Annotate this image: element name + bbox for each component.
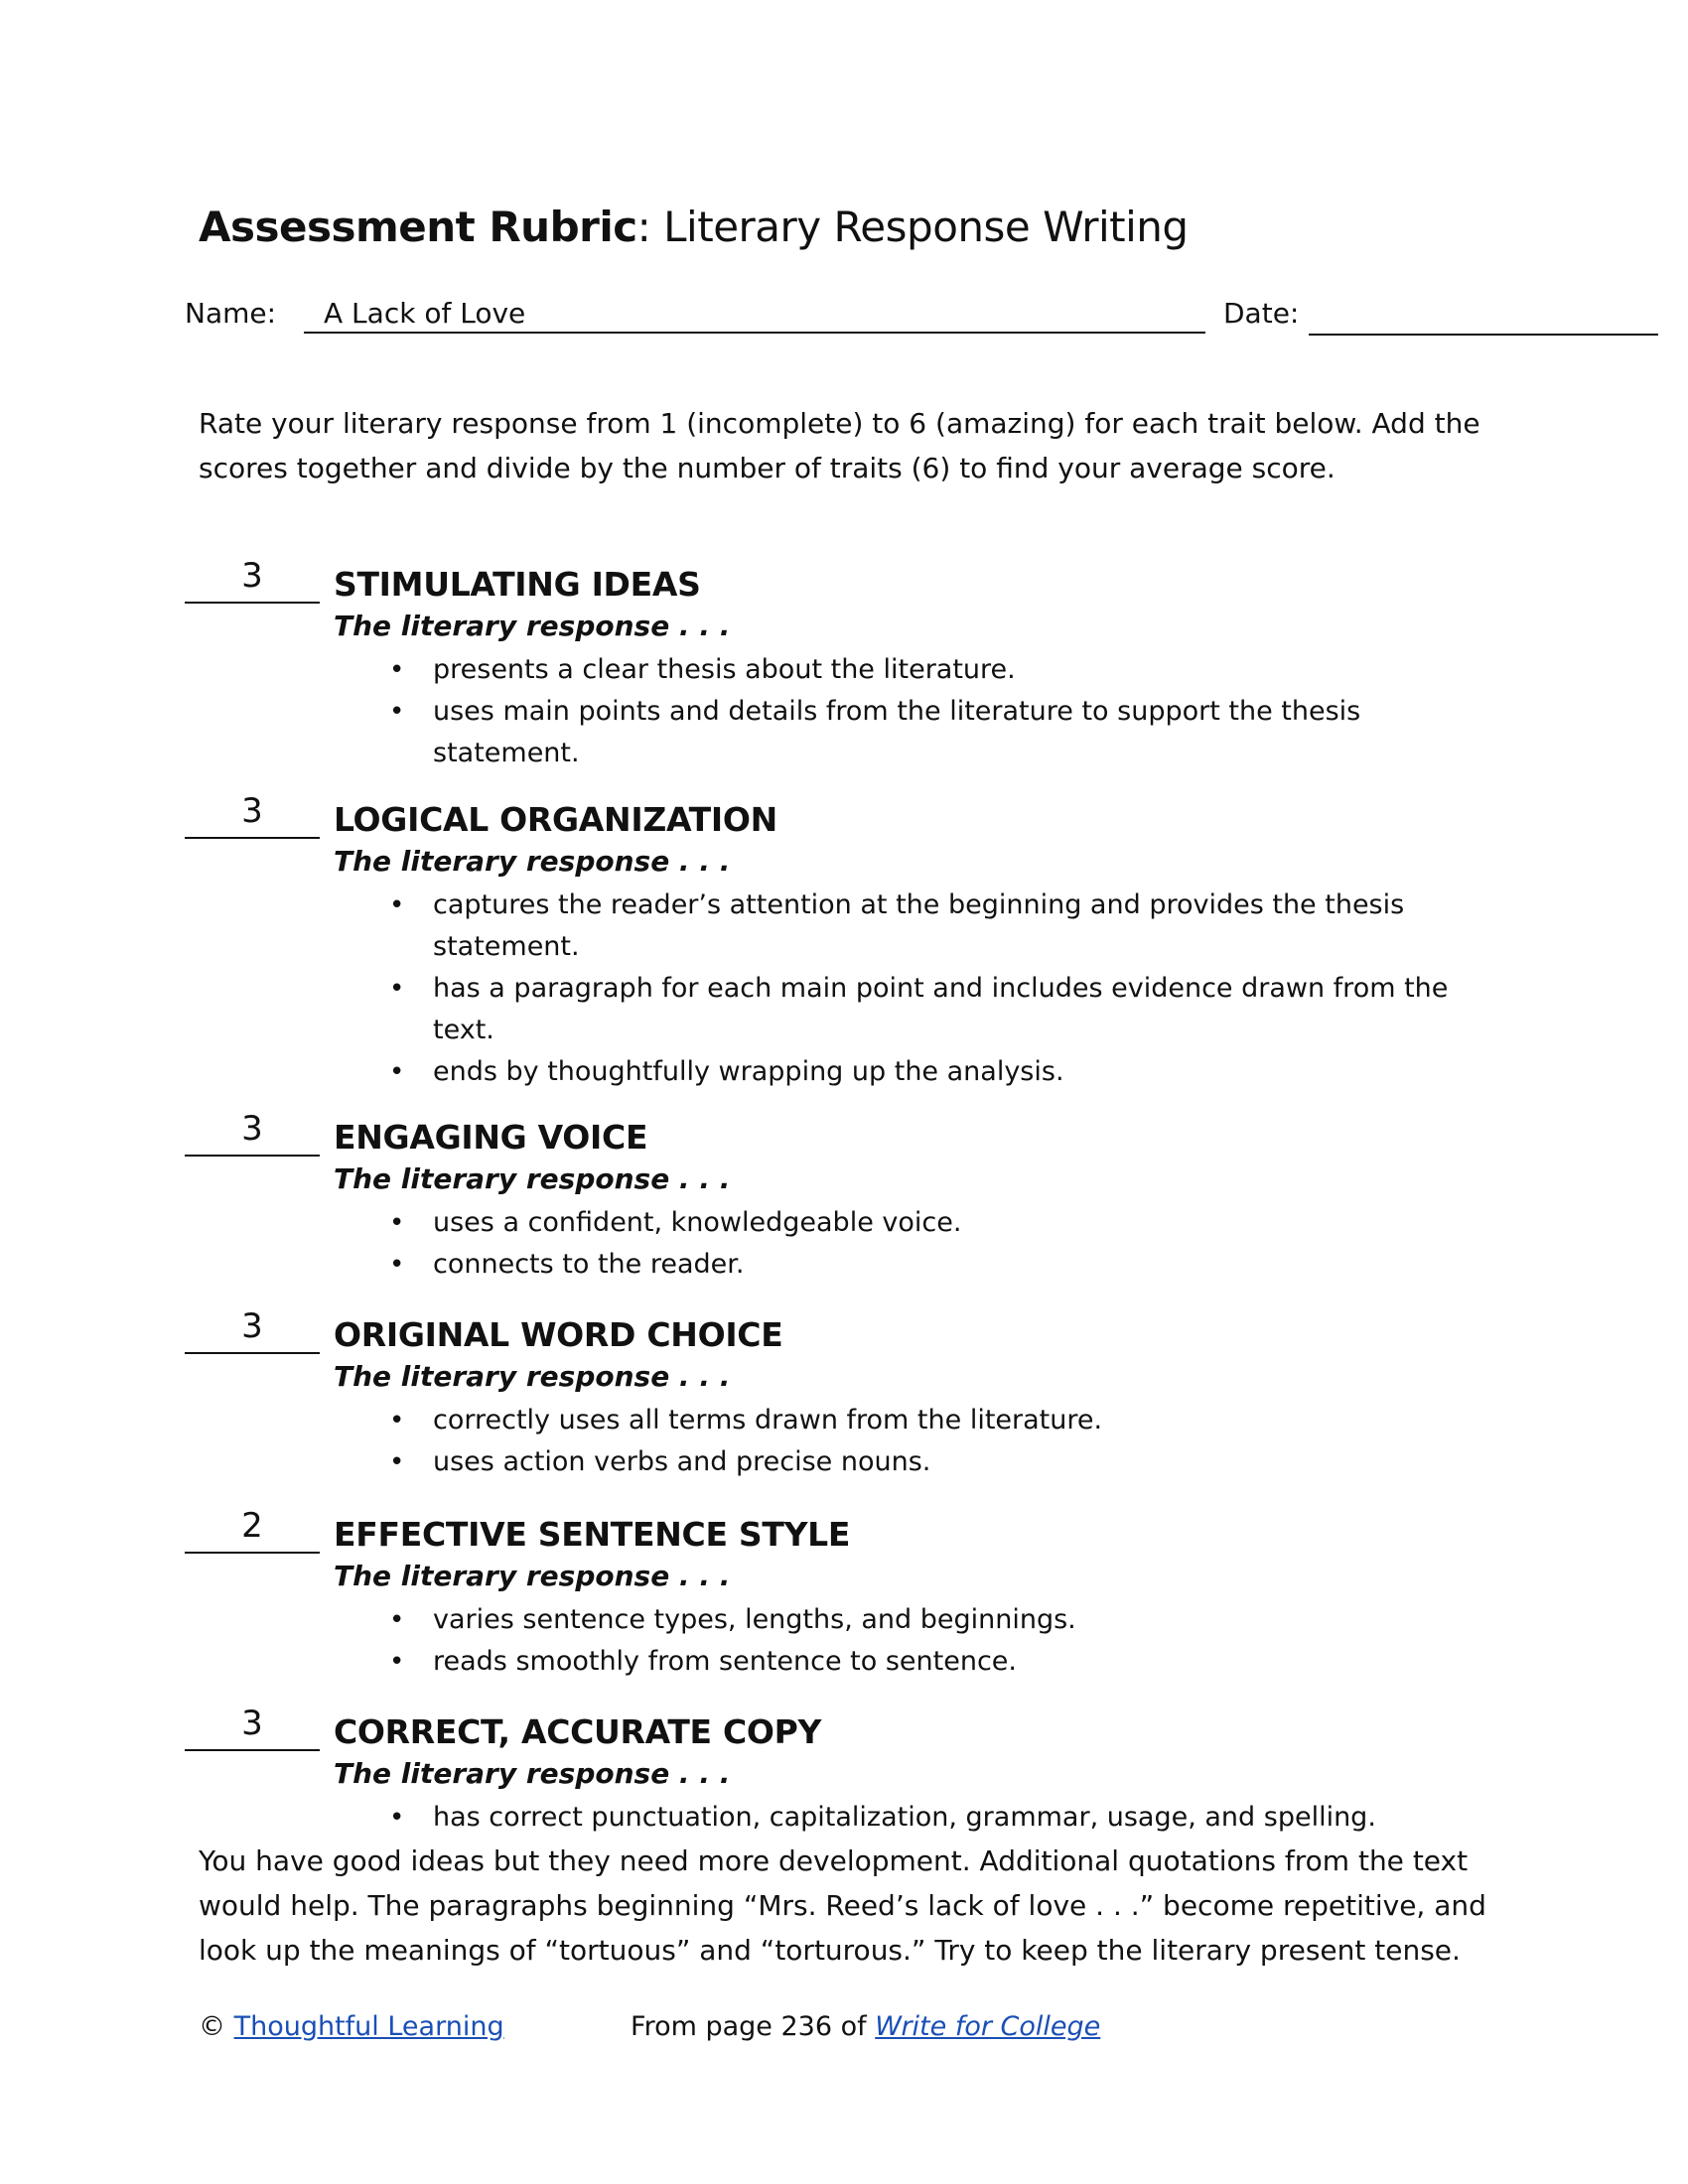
criteria-item	[389, 1051, 1485, 1093]
trait-heading: LOGICAL ORGANIZATION	[334, 800, 777, 839]
criteria-text: has correct punctuation, capitalization, grammar, usage, and spelling.	[433, 1802, 1376, 1833]
feedback-line: look up the meanings of “tortuous” and “torturous.” Try to keep the literary present tense.	[199, 1934, 1461, 1967]
publisher-link[interactable]: Thoughtful Learning	[233, 2011, 504, 2042]
bullet-icon: •	[389, 1605, 405, 1635]
criteria-item	[389, 1202, 1485, 1244]
score-field[interactable]: 3	[185, 1304, 320, 1354]
score-field[interactable]: 3	[185, 1107, 320, 1157]
criteria-text: has a paragraph for each main point and includes evidence drawn from the text.	[433, 973, 1449, 1045]
criteria-text: ends by thoughtfully wrapping up the analysis.	[433, 1056, 1064, 1087]
trait-subheading: The literary response . . .	[334, 845, 731, 878]
criteria-text: varies sentence types, lengths, and beginnings.	[433, 1604, 1076, 1635]
criteria-item	[389, 885, 1485, 968]
criteria-item	[389, 1400, 1485, 1441]
bullet-icon: •	[389, 890, 405, 920]
instructions-line: scores together and divide by the number of traits (6) to find your average score.	[199, 452, 1336, 484]
criteria-text: uses main points and details from the literature to support the thesis statement.	[433, 696, 1361, 768]
criteria-text: captures the reader’s attention at the beginning and provides the thesis statement.	[433, 889, 1405, 962]
criteria-list	[389, 1599, 1485, 1683]
trait-subheading: The literary response . . .	[334, 1162, 731, 1195]
name-date-row	[185, 294, 1476, 336]
feedback-line: You have good ideas but they need more development. Additional quotations from the text	[199, 1844, 1469, 1877]
book-link[interactable]: Write for College	[875, 2011, 1101, 2042]
title-bold: Assessment Rubric	[199, 203, 637, 251]
bullet-icon: •	[389, 697, 405, 727]
criteria-text: uses a confident, knowledgeable voice.	[433, 1207, 962, 1238]
source-citation	[631, 2007, 1100, 2047]
criteria-text: presents a clear thesis about the literature.	[433, 654, 1016, 685]
score-field[interactable]: 3	[185, 1702, 320, 1751]
criteria-list	[389, 649, 1485, 774]
bullet-icon: •	[389, 1250, 405, 1280]
bullet-icon: •	[389, 974, 405, 1004]
name-label: Name:	[185, 297, 277, 330]
criteria-list	[389, 1797, 1485, 1839]
criteria-text: reads smoothly from sentence to sentence.	[433, 1646, 1018, 1677]
criteria-text: uses action verbs and precise nouns.	[433, 1446, 931, 1477]
trait-subheading: The literary response . . .	[334, 1560, 731, 1592]
trait-subheading: The literary response . . .	[334, 610, 731, 642]
criteria-item	[389, 968, 1485, 1051]
source-prefix: From page 236 of	[631, 2011, 867, 2042]
trait-heading: CORRECT, ACCURATE COPY	[334, 1712, 822, 1751]
title-rest: : Literary Response Writing	[636, 203, 1189, 251]
bullet-icon: •	[389, 1803, 405, 1833]
instructions-line: Rate your literary response from 1 (incomplete) to 6 (amazing) for each trait below. Add the	[199, 407, 1480, 440]
criteria-item	[389, 649, 1485, 691]
criteria-item	[389, 1599, 1485, 1641]
feedback-line: would help. The paragraphs beginning “Mrs. Reed’s lack of love . . .” become repetitive, and	[199, 1889, 1486, 1922]
trait-heading: STIMULATING IDEAS	[334, 565, 701, 604]
trait-heading: EFFECTIVE SENTENCE STYLE	[334, 1515, 851, 1554]
bullet-icon: •	[389, 1447, 405, 1477]
criteria-item	[389, 1244, 1485, 1286]
criteria-item	[389, 1441, 1485, 1483]
bullet-icon: •	[389, 1647, 405, 1677]
copyright	[199, 2007, 504, 2047]
trait-subheading: The literary response . . .	[334, 1360, 731, 1393]
criteria-item	[389, 1797, 1485, 1839]
criteria-text: connects to the reader.	[433, 1249, 745, 1280]
score-field[interactable]: 2	[185, 1504, 320, 1554]
score-field[interactable]: 3	[185, 789, 320, 839]
trait-heading: ENGAGING VOICE	[334, 1118, 648, 1157]
page-title	[199, 203, 1189, 252]
trait-heading: ORIGINAL WORD CHOICE	[334, 1315, 783, 1354]
criteria-list	[389, 885, 1485, 1093]
teacher-feedback	[199, 1839, 1509, 1973]
instructions	[199, 401, 1489, 490]
criteria-text: correctly uses all terms drawn from the literature.	[433, 1405, 1103, 1435]
date-field[interactable]	[1309, 294, 1658, 336]
criteria-item	[389, 1641, 1485, 1683]
criteria-list	[389, 1202, 1485, 1286]
bullet-icon: •	[389, 1208, 405, 1238]
name-field[interactable]: A Lack of Love	[304, 294, 1205, 334]
criteria-list	[389, 1400, 1485, 1483]
date-label: Date:	[1223, 297, 1300, 330]
score-field[interactable]: 3	[185, 554, 320, 604]
trait-subheading: The literary response . . .	[334, 1757, 731, 1790]
bullet-icon: •	[389, 655, 405, 685]
bullet-icon: •	[389, 1057, 405, 1087]
bullet-icon: •	[389, 1406, 405, 1435]
criteria-item	[389, 691, 1485, 774]
copyright-icon: ©	[199, 2011, 225, 2042]
